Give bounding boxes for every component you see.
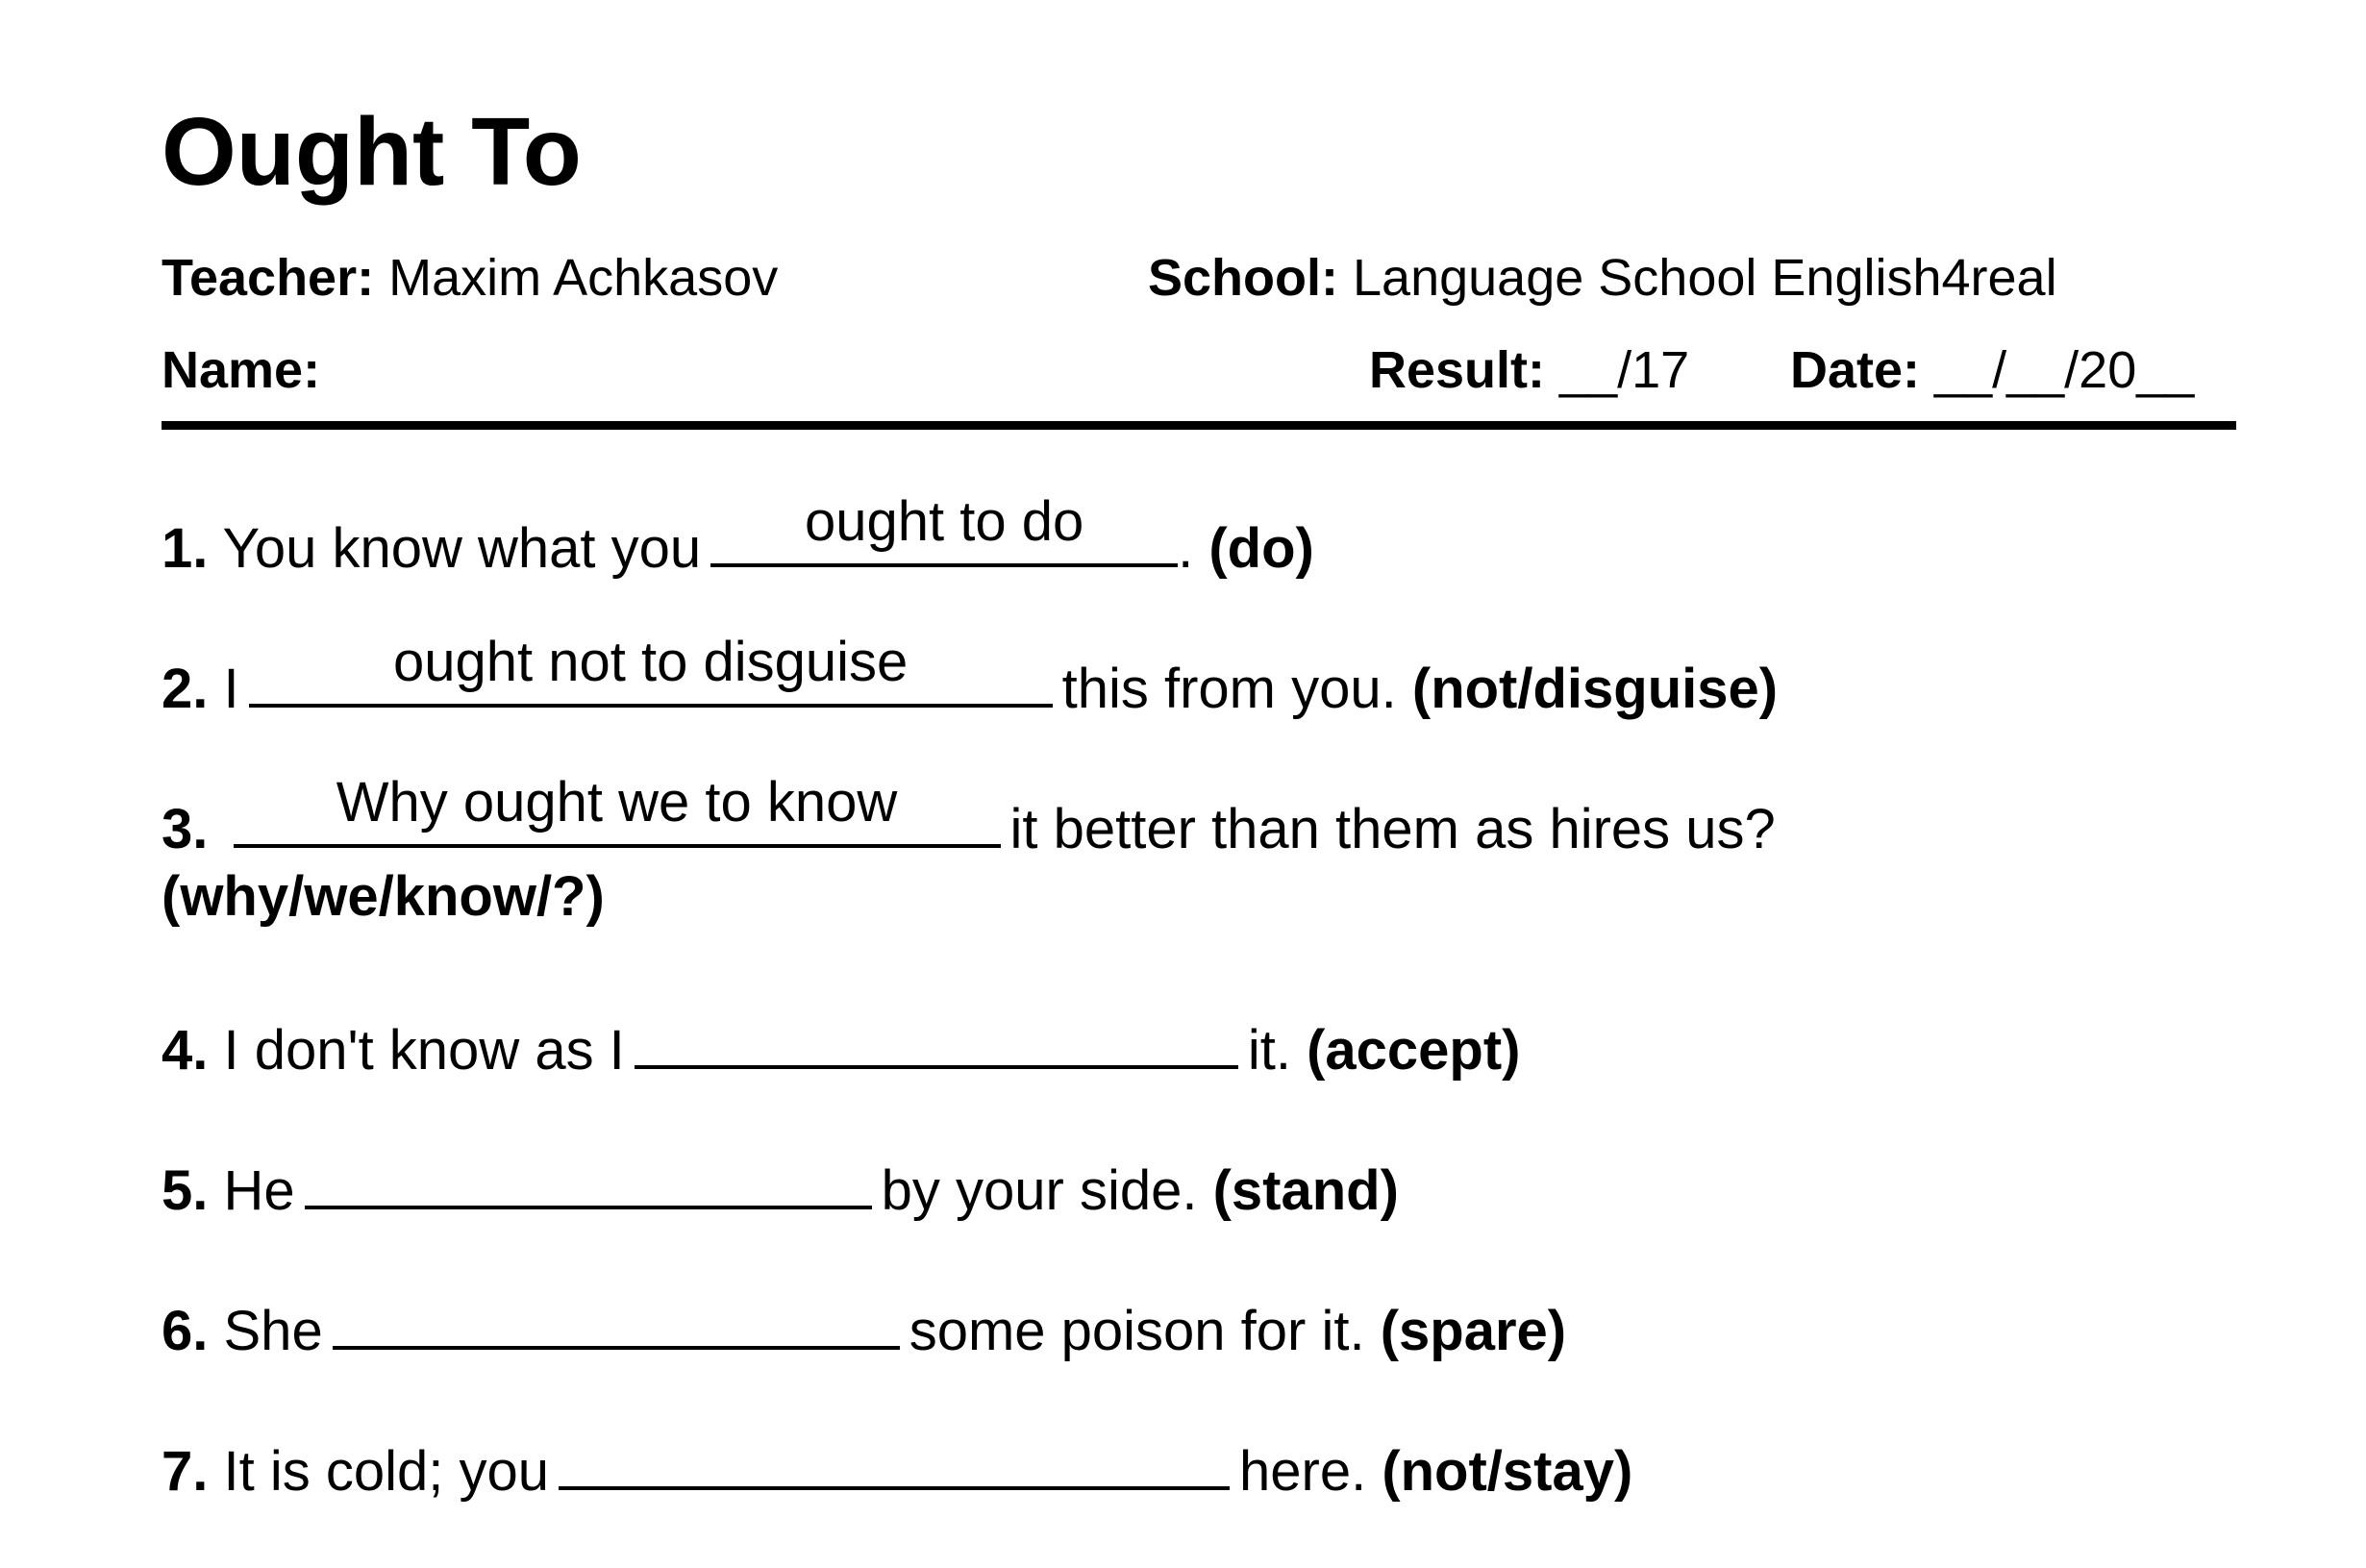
question-number: 3. bbox=[162, 798, 209, 860]
teacher-name: Maxim Achkasov bbox=[388, 249, 779, 307]
question-2 bbox=[162, 631, 1779, 720]
question-text-after: here. bbox=[1238, 1440, 1367, 1503]
question-text-after: it. bbox=[1247, 1019, 1291, 1082]
question-number: 6. bbox=[162, 1300, 209, 1362]
answer-text: ought to do bbox=[804, 490, 1084, 553]
answer-blank[interactable] bbox=[234, 771, 1001, 848]
answer-blank[interactable] bbox=[305, 1150, 872, 1209]
question-4 bbox=[162, 1009, 1521, 1082]
question-hint: (do) bbox=[1208, 517, 1314, 580]
question-3 bbox=[162, 771, 1776, 860]
question-3-hint: (why/we/know/?) bbox=[162, 865, 605, 928]
result-label: Result: bbox=[1369, 341, 1546, 399]
question-text-after: . bbox=[1178, 517, 1194, 580]
question-6 bbox=[162, 1290, 1567, 1362]
answer-text: Why ought we to know bbox=[336, 771, 898, 834]
teacher-label: Teacher: bbox=[162, 249, 375, 307]
question-hint: (accept) bbox=[1307, 1019, 1521, 1082]
question-hint: (not/disguise) bbox=[1411, 658, 1779, 720]
header-divider bbox=[162, 421, 2236, 430]
question-text-before: He bbox=[223, 1159, 295, 1222]
question-text-before: It is cold; you bbox=[223, 1440, 549, 1503]
question-hint: (not/stay) bbox=[1382, 1440, 1633, 1503]
question-number: 4. bbox=[162, 1019, 209, 1082]
answer-blank[interactable] bbox=[710, 490, 1178, 567]
question-text-after: by your side. bbox=[881, 1159, 1198, 1222]
answer-blank[interactable] bbox=[635, 1009, 1238, 1069]
name-line bbox=[162, 341, 321, 399]
question-hint: (stand) bbox=[1212, 1159, 1399, 1222]
question-hint: (spare) bbox=[1380, 1300, 1567, 1362]
question-text-after: it better than them as hires us? bbox=[1009, 798, 1776, 860]
result-value: __/17 bbox=[1559, 341, 1690, 399]
question-text-before: You know what you bbox=[222, 517, 702, 580]
question-number: 7. bbox=[162, 1440, 209, 1503]
question-number: 5. bbox=[162, 1159, 209, 1222]
name-label: Name: bbox=[162, 341, 321, 399]
date-label: Date: bbox=[1790, 341, 1921, 399]
question-1 bbox=[162, 490, 1314, 580]
teacher-line bbox=[162, 249, 779, 307]
question-text-after: this from you. bbox=[1061, 658, 1397, 720]
question-number: 1. bbox=[162, 517, 209, 580]
result-line bbox=[1369, 341, 1690, 399]
school-name: Language School English4real bbox=[1353, 249, 2057, 307]
question-5 bbox=[162, 1150, 1399, 1222]
worksheet-title: Ought To bbox=[162, 98, 582, 206]
answer-text: ought not to disguise bbox=[392, 631, 909, 693]
school-line bbox=[1148, 249, 2057, 307]
date-value: __/__/20__ bbox=[1934, 341, 2195, 399]
answer-blank[interactable] bbox=[333, 1290, 900, 1350]
school-label: School: bbox=[1148, 249, 1338, 307]
question-text-before: She bbox=[223, 1300, 323, 1362]
question-7 bbox=[162, 1431, 1633, 1503]
date-line bbox=[1790, 341, 2195, 399]
answer-blank[interactable] bbox=[249, 631, 1053, 708]
answer-blank[interactable] bbox=[559, 1431, 1230, 1490]
question-number: 2. bbox=[162, 658, 209, 720]
question-text-before: I don't know as I bbox=[223, 1019, 625, 1082]
question-text-before: I bbox=[223, 658, 239, 720]
question-text-after: some poison for it. bbox=[909, 1300, 1365, 1362]
